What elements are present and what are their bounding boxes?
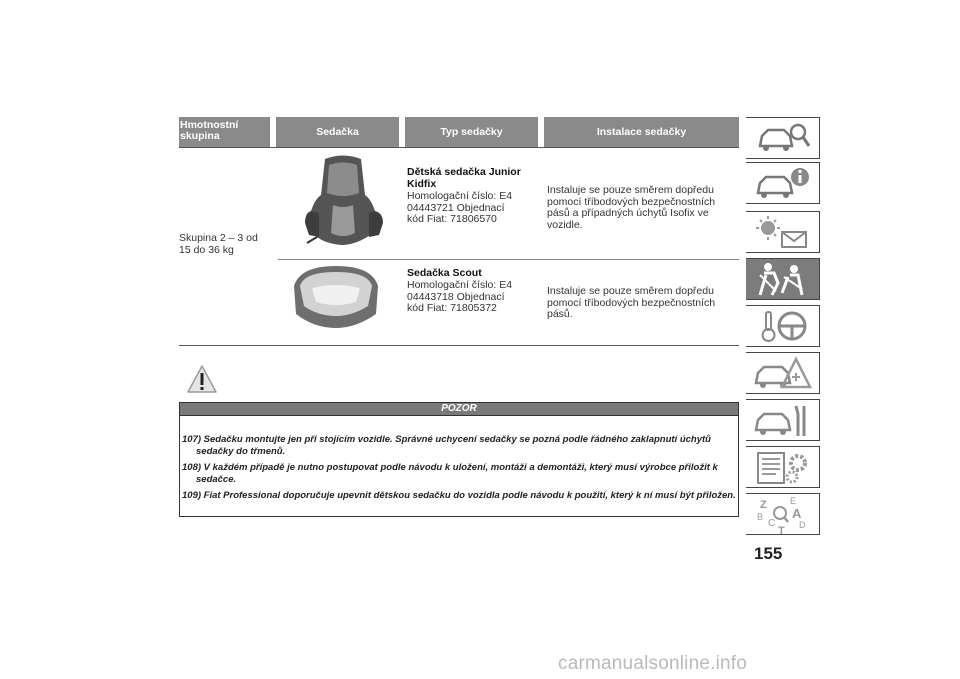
tab-safety[interactable] — [746, 258, 820, 300]
warning-lights-message-icon — [754, 214, 812, 250]
index-letter: A — [792, 506, 802, 521]
header-seat: Sedačka — [276, 117, 399, 147]
seat-details: Homologační číslo: E4 04443721 Objednací kód Fiat: 71806570 — [407, 190, 513, 225]
key-steering-wheel-icon — [754, 308, 812, 344]
seat-belt-airbag-icon — [754, 261, 812, 297]
warning-note: 108) V každém případě je nutno postupovat podle návodu k uložení, montáži a demontáži, který musí výrobce přiložit k sedačce. — [182, 462, 718, 485]
tab-maintenance[interactable] — [746, 399, 820, 441]
technical-data-icon — [754, 449, 812, 485]
index-letter: T — [778, 525, 785, 537]
tab-technical-data[interactable] — [746, 446, 820, 488]
index-letter: E — [790, 496, 797, 506]
header-divider — [179, 147, 739, 148]
car-search-icon — [754, 120, 812, 156]
warning-title: POZOR — [179, 402, 739, 416]
weight-group-cell: Skupina 2 – 3 od 15 do 36 kg — [179, 232, 258, 256]
tab-index[interactable] — [746, 493, 820, 535]
tab-warning-lights[interactable] — [746, 211, 820, 253]
booster-cushion-image — [290, 262, 382, 334]
index-letter: Z — [760, 499, 767, 511]
header-installation: Instalace sedačky — [544, 117, 739, 147]
seat-installation: Instaluje se pouze směrem dopředu pomocí tříbodových bezpečnostních pásů. — [547, 285, 716, 320]
watermark: carmanualsonline.info — [558, 653, 748, 674]
table-header — [179, 117, 739, 147]
seat-name: Sedačka Scout — [407, 267, 482, 279]
alphabetical-index-icon — [754, 496, 812, 538]
header-weight-group: Hmotnostní skupina — [179, 117, 270, 147]
child-booster-seat-image — [297, 153, 391, 253]
car-breakdown-icon — [754, 355, 812, 391]
index-letter: D — [799, 520, 806, 530]
car-maintenance-icon — [754, 402, 812, 438]
seat-name: Dětská sedačka Junior Kidfix — [407, 166, 521, 190]
warning-triangle-icon — [186, 364, 218, 394]
row-divider — [278, 259, 739, 260]
page-number: 155 — [754, 544, 783, 563]
index-letter: B — [757, 512, 764, 522]
tab-car-search[interactable] — [746, 117, 820, 159]
warning-note: 109) Fiat Professional doporučuje upevnit dětskou sedačku do vozidla podle návodu k použití, který k ní musí být přiložen. — [182, 490, 736, 501]
index-letter: C — [768, 518, 776, 529]
seat-details: Homologační číslo: E4 04443718 Objednací kód Fiat: 71805372 — [407, 279, 513, 314]
seat-installation: Instaluje se pouze směrem dopředu pomocí tříbodových bezpečnostních pásů a případných úchytů Isofix ve vozidle. — [547, 184, 716, 231]
warning-note: 107) Sedačku montujte jen při stojícím vozidle. Správné uchycení sedačky se pozná podle řádného zaklapnutí úchytů sedačky do třmenů. — [182, 434, 711, 457]
header-seat-type: Typ sedačky — [405, 117, 538, 147]
car-info-icon — [754, 165, 812, 201]
tab-starting-driving[interactable] — [746, 305, 820, 347]
tab-emergency[interactable] — [746, 352, 820, 394]
tab-car-info[interactable] — [746, 162, 820, 204]
table-bottom-rule — [179, 345, 739, 346]
